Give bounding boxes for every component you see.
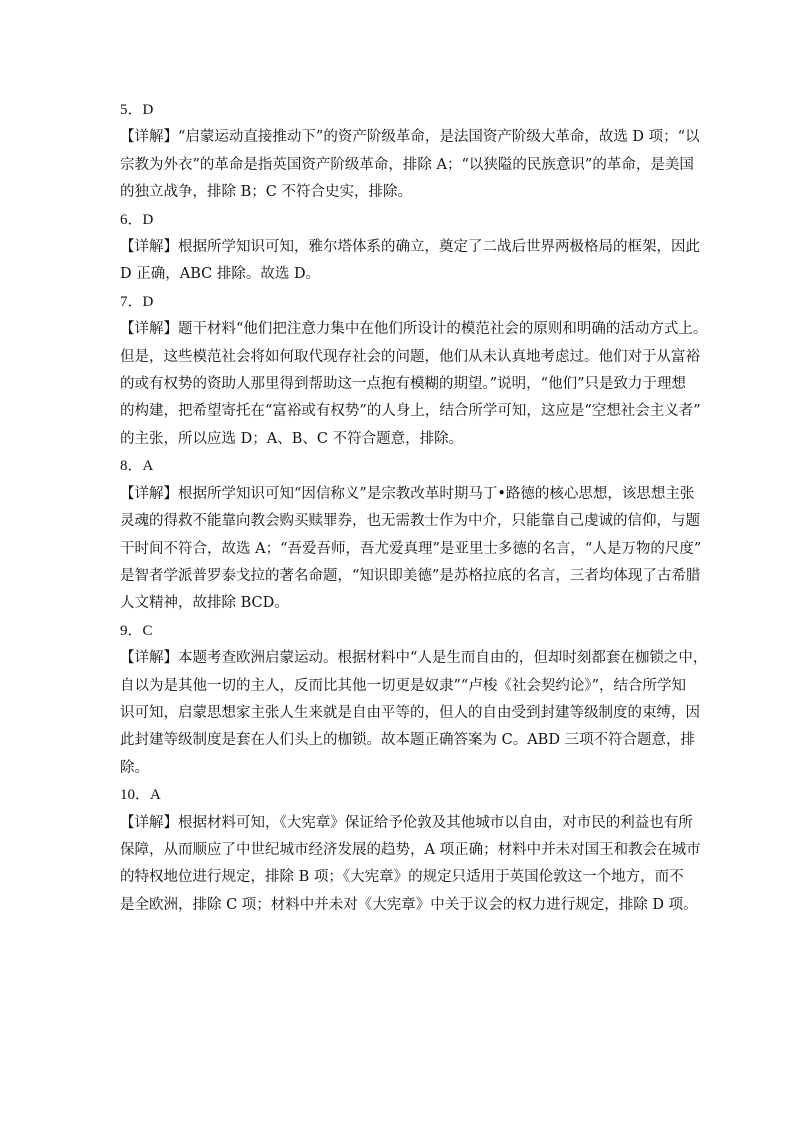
explanation-line: 【详解】题干材料“他们把注意力集中在他们所设计的模范社会的原则和明确的活动方式上。 bbox=[120, 321, 708, 338]
explanation-7 bbox=[120, 316, 708, 453]
explanation-line: 是智者学派普罗泰戈拉的著名命题，“知识即美德”是苏格拉底的名言，三者均体现了古希腊 bbox=[120, 567, 701, 584]
explanation-line: 【详解】根据所学知识可知，雅尔塔体系的确立，奠定了二战后世界两极格局的框架，因此 bbox=[120, 239, 700, 256]
explanation-10 bbox=[120, 810, 701, 920]
explanation-5 bbox=[120, 124, 700, 206]
explanation-line: 【详解】“启蒙运动直接推动下”的资产阶级革命，是法国资产阶级大革命，故选 D 项；“以 bbox=[120, 129, 700, 146]
answer-explanations bbox=[120, 97, 708, 919]
explanation-line: 宗教为外衣”的革命是指英国资产阶级革命，排除 A；“以狭隘的民族意识”的革命，是美国 bbox=[120, 156, 694, 173]
explanation-line: 自以为是其他一切的主人，反而比其他一切更是奴隶”“卢梭《社会契约论》”，结合所学知 bbox=[120, 677, 686, 694]
explanation-line: 此封建等级制度是套在人们头上的枷锁。故本题正确答案为 C。ABD 三项不符合题意，排 bbox=[120, 732, 696, 749]
explanation-line: 干时间不符合，故选 A；“吾爱吾师，吾尤爱真理”是亚里士多德的名言，“人是万物的尺度” bbox=[120, 540, 702, 557]
answer-5: 5．D bbox=[120, 102, 154, 118]
explanation-line: 的特权地位进行规定，排除 B 项；《大宪章》的规定只适用于英国伦敦这一个地方，而不 bbox=[120, 869, 684, 886]
explanation-9 bbox=[120, 645, 708, 782]
answer-9: 9．C bbox=[120, 622, 153, 639]
explanation-line: 除。 bbox=[120, 759, 149, 776]
explanation-line: 【详解】本题考查欧洲启蒙运动。根据材料中“人是生而自由的，但却时刻都套在枷锁之中， bbox=[120, 650, 708, 667]
answer-6: 6．D bbox=[120, 211, 154, 228]
explanation-line: 保障，从而顺应了中世纪城市经济发展的趋势，A 项正确；材料中并未对国王和教会在城市 bbox=[120, 841, 701, 858]
explanation-line: 识可知，启蒙思想家主张人生来就是自由平等的，但人的自由受到封建等级制度的束缚，因 bbox=[120, 704, 700, 721]
explanation-line: 的主张，所以应选 D；A、B、C 不符合题意，排除。 bbox=[120, 430, 464, 447]
explanation-line: 灵魂的得救不能靠向教会购买赎罪券，也无需教士作为中介，只能靠自己虔诚的信仰，与题 bbox=[120, 513, 700, 530]
explanation-line: 【详解】根据所学知识可知“因信称义”是宗教改革时期马丁•路德的核心思想，该思想主张 bbox=[120, 485, 695, 502]
explanation-6 bbox=[120, 234, 700, 289]
explanation-line: 的或有权势的资助人那里得到帮助这一点抱有模糊的期望。”说明，“他们”只是致力于理想 bbox=[120, 376, 686, 393]
explanation-line: 的独立战争，排除 B；C 不符合史实，排除。 bbox=[120, 184, 412, 201]
answer-10: 10．A bbox=[120, 787, 161, 804]
explanation-line: 但是，这些模范社会将如何取代现存社会的问题，他们从未认真地考虑过。他们对于从富裕 bbox=[120, 348, 700, 365]
explanation-line: 人文精神，故排除 BCD。 bbox=[120, 595, 289, 612]
answer-7: 7．D bbox=[120, 293, 154, 310]
explanation-8 bbox=[120, 481, 702, 618]
explanation-line: 的构建，把希望寄托在“富裕或有权势”的人身上，结合所学可知，这应是“空想社会主义者” bbox=[120, 403, 701, 420]
answer-8: 8．A bbox=[120, 458, 154, 475]
explanation-line: D 正确，ABC 排除。故选 D。 bbox=[120, 266, 321, 283]
explanation-line: 【详解】根据材料可知，《大宪章》保证给予伦敦及其他城市以自由，对市民的利益也有所 bbox=[120, 814, 693, 831]
explanation-line: 是全欧洲，排除 C 项；材料中并未对《大宪章》中关于议会的权力进行规定，排除 D 项。 bbox=[120, 896, 698, 913]
